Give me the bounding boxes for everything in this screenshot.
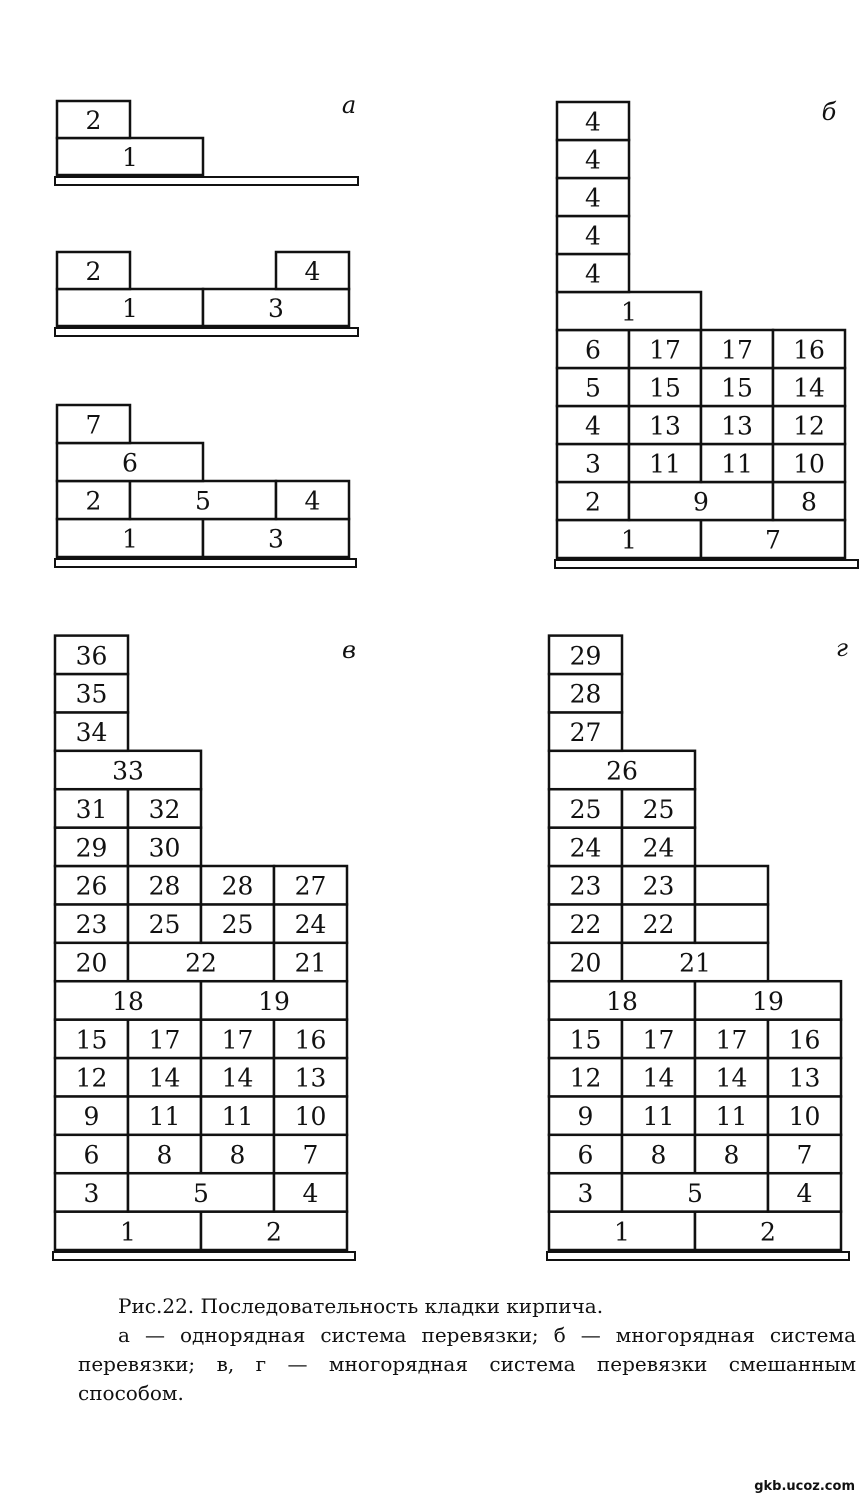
panel-a-row-2 bbox=[55, 252, 358, 336]
brick-number: 6 bbox=[122, 448, 138, 478]
brick-number: 28 bbox=[569, 679, 602, 709]
brick-number: 4 bbox=[585, 221, 601, 251]
brick-number: 3 bbox=[268, 294, 284, 323]
brick-number: 20 bbox=[75, 948, 108, 978]
brick-number: 4 bbox=[302, 1178, 319, 1208]
brick-number: 1 bbox=[614, 1217, 630, 1247]
brick-number: 14 bbox=[715, 1063, 748, 1093]
base-plate bbox=[555, 560, 858, 568]
brick-number: 11 bbox=[148, 1102, 181, 1132]
panel-b bbox=[555, 98, 858, 568]
brick-number: 21 bbox=[679, 948, 711, 978]
brick bbox=[695, 866, 768, 904]
brick-number: 27 bbox=[294, 871, 327, 901]
brick-number: 4 bbox=[585, 145, 601, 175]
brick-number: 14 bbox=[148, 1063, 181, 1093]
brick-number: 11 bbox=[221, 1102, 254, 1132]
brick-number: 6 bbox=[83, 1140, 100, 1170]
brick-number: 5 bbox=[687, 1178, 703, 1208]
brick-number: 17 bbox=[721, 335, 753, 365]
brick-number: 22 bbox=[569, 910, 602, 940]
brick-number: 9 bbox=[577, 1102, 594, 1132]
brick-number: 15 bbox=[649, 373, 681, 403]
brick-number: 3 bbox=[268, 524, 284, 554]
brick-number: 11 bbox=[715, 1102, 748, 1132]
panel-letter: г bbox=[835, 634, 849, 662]
brick-number: 25 bbox=[221, 910, 254, 940]
brick-number: 5 bbox=[193, 1178, 209, 1208]
brick-number: 24 bbox=[642, 833, 675, 863]
brick-number: 21 bbox=[294, 948, 327, 978]
brick-number: 12 bbox=[793, 411, 825, 441]
panel-a-row-1 bbox=[55, 91, 358, 185]
brick-number: 1 bbox=[621, 525, 637, 555]
panel-v bbox=[53, 636, 356, 1260]
brick-number: 1 bbox=[122, 143, 138, 172]
brick-number: 2 bbox=[760, 1217, 776, 1247]
watermark: gkb.ucoz.com bbox=[754, 1479, 855, 1494]
base-plate bbox=[53, 1252, 355, 1260]
panel-letter: а bbox=[341, 91, 357, 119]
brick-number: 13 bbox=[721, 411, 753, 441]
brick bbox=[695, 904, 768, 942]
brick-number: 25 bbox=[148, 910, 181, 940]
brick-number: 18 bbox=[112, 986, 144, 1016]
brick-number: 9 bbox=[693, 487, 709, 517]
brick-number: 2 bbox=[85, 257, 102, 286]
brick-number: 23 bbox=[569, 871, 602, 901]
brick-number: 23 bbox=[75, 910, 108, 940]
brick-number: 22 bbox=[185, 948, 217, 978]
caption-title: Рис.22. Последовательность кладки кирпича. bbox=[118, 1294, 604, 1318]
brick-number: 16 bbox=[294, 1025, 327, 1055]
brick-number: 4 bbox=[585, 107, 601, 137]
brick-number: 2 bbox=[85, 486, 102, 516]
brick-number: 1 bbox=[122, 294, 138, 323]
brick-number: 4 bbox=[585, 183, 601, 213]
panel-letter: в bbox=[342, 636, 356, 664]
brick-number: 29 bbox=[75, 833, 108, 863]
brick-number: 8 bbox=[650, 1140, 667, 1170]
brick-number: 24 bbox=[294, 910, 327, 940]
brick-number: 15 bbox=[75, 1025, 108, 1055]
brick-number: 11 bbox=[649, 449, 681, 479]
brick-number: 11 bbox=[642, 1102, 675, 1132]
brick-number: 3 bbox=[585, 449, 601, 479]
brick-number: 33 bbox=[112, 756, 144, 786]
brick-number: 31 bbox=[75, 794, 108, 824]
base-plate bbox=[55, 177, 358, 185]
brick-number: 18 bbox=[606, 986, 638, 1016]
brick-number: 32 bbox=[148, 794, 181, 824]
brick-number: 13 bbox=[649, 411, 681, 441]
brick-number: 15 bbox=[569, 1025, 602, 1055]
brick-number: 4 bbox=[585, 411, 601, 441]
panel-g bbox=[547, 634, 849, 1260]
brick-number: 8 bbox=[156, 1140, 173, 1170]
brick-number: 7 bbox=[85, 410, 102, 440]
brick-number: 6 bbox=[577, 1140, 594, 1170]
brick-number: 13 bbox=[788, 1063, 821, 1093]
brick-number: 2 bbox=[85, 106, 102, 135]
brick-number: 23 bbox=[642, 871, 675, 901]
brick-number: 7 bbox=[796, 1140, 813, 1170]
brick-number: 35 bbox=[75, 679, 108, 709]
brick-number: 14 bbox=[221, 1063, 254, 1093]
brick-number: 15 bbox=[721, 373, 753, 403]
caption-body: а — однорядная система перевязки; б — многорядная система перевязки; в, г — многорядная система перевязки смешанным способом. bbox=[78, 1323, 856, 1405]
brick-number: 34 bbox=[75, 718, 108, 748]
brick-number: 22 bbox=[642, 910, 675, 940]
brick-number: 17 bbox=[642, 1025, 675, 1055]
brick-number: 17 bbox=[148, 1025, 181, 1055]
brick-number: 17 bbox=[649, 335, 681, 365]
brick-number: 16 bbox=[788, 1025, 821, 1055]
brick-number: 29 bbox=[569, 641, 602, 671]
base-plate bbox=[55, 328, 358, 336]
brick-number: 28 bbox=[148, 871, 181, 901]
brick-number: 4 bbox=[304, 257, 321, 286]
brick-number: 8 bbox=[801, 487, 817, 517]
brick-number: 30 bbox=[148, 833, 181, 863]
brick-number: 20 bbox=[569, 948, 602, 978]
brick-number: 12 bbox=[75, 1063, 108, 1093]
brick-number: 11 bbox=[721, 449, 753, 479]
brick-number: 2 bbox=[266, 1217, 282, 1247]
brick-number: 19 bbox=[258, 986, 290, 1016]
brick-number: 14 bbox=[793, 373, 825, 403]
brick-number: 6 bbox=[585, 335, 601, 365]
brick-number: 13 bbox=[294, 1063, 327, 1093]
base-plate bbox=[547, 1252, 849, 1260]
brick-number: 17 bbox=[221, 1025, 254, 1055]
brick-number: 26 bbox=[606, 756, 638, 786]
brick-number: 1 bbox=[120, 1217, 136, 1247]
brick-number: 10 bbox=[788, 1102, 821, 1132]
brick-number: 1 bbox=[122, 524, 138, 554]
brick-number: 25 bbox=[569, 794, 602, 824]
brick-number: 3 bbox=[577, 1178, 594, 1208]
brick-number: 26 bbox=[75, 871, 108, 901]
brick-number: 25 bbox=[642, 794, 675, 824]
brick-number: 17 bbox=[715, 1025, 748, 1055]
panel-a-row-3 bbox=[55, 405, 356, 567]
brick-number: 8 bbox=[229, 1140, 246, 1170]
brick-number: 36 bbox=[75, 641, 108, 671]
brick-number: 5 bbox=[195, 486, 211, 516]
brick-number: 3 bbox=[83, 1178, 100, 1208]
brick-number: 5 bbox=[585, 373, 601, 403]
brick-number: 14 bbox=[642, 1063, 675, 1093]
brick-number: 10 bbox=[294, 1102, 327, 1132]
brick-number: 4 bbox=[585, 259, 601, 289]
brick-number: 19 bbox=[752, 986, 784, 1016]
brick-number: 9 bbox=[83, 1102, 100, 1132]
brick-number: 27 bbox=[569, 718, 602, 748]
brick-number: 28 bbox=[221, 871, 254, 901]
brick-number: 16 bbox=[793, 335, 825, 365]
brick-number: 4 bbox=[796, 1178, 813, 1208]
brick-number: 4 bbox=[304, 486, 321, 516]
brick-number: 7 bbox=[302, 1140, 319, 1170]
brick-number: 12 bbox=[569, 1063, 602, 1093]
base-plate bbox=[55, 559, 356, 567]
brick-number: 7 bbox=[765, 525, 781, 555]
figure-caption bbox=[78, 1292, 856, 1408]
brick-number: 8 bbox=[723, 1140, 740, 1170]
panel-letter: б bbox=[821, 98, 837, 126]
brick-number: 24 bbox=[569, 833, 602, 863]
brick-number: 2 bbox=[585, 487, 601, 517]
brick-number: 1 bbox=[621, 297, 637, 327]
brick-number: 10 bbox=[793, 449, 825, 479]
